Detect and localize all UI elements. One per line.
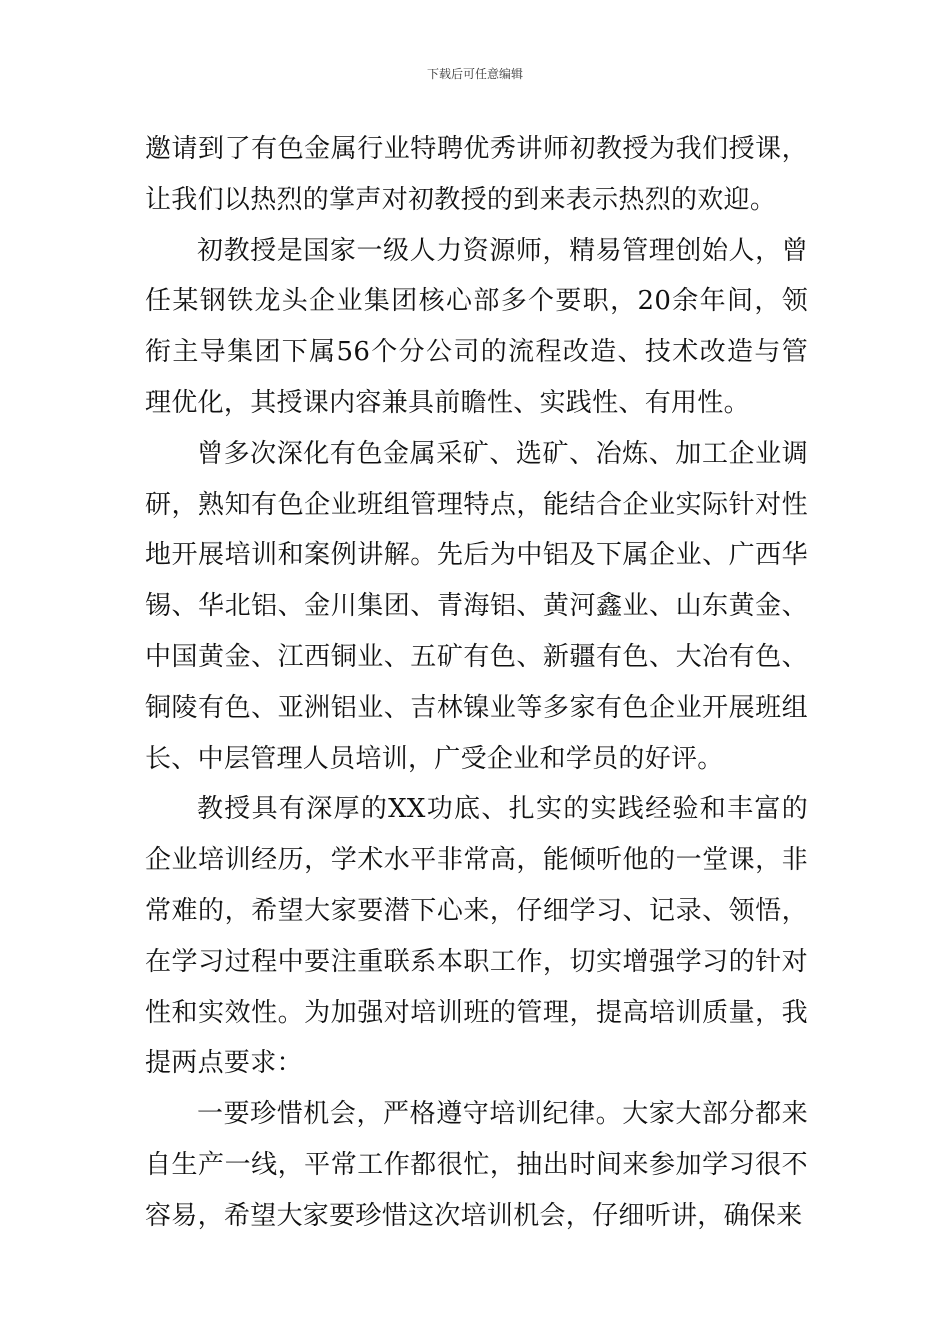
document-body	[145, 124, 808, 1242]
page-header: 下载后可任意编辑	[426, 67, 523, 81]
paragraph-professor-intro: 初教授是国家一级人力资源师，精易管理创始人，曾任某钢铁龙头企业集团核心部多个要职，20余年间，领衔主导集团下属56个分公司的流程改造、技术改造与管理优化，其授课内容兼具前瞻性、实践性、有用性。	[145, 235, 808, 418]
paragraph-expectations: 教授具有深厚的XX功底、扎实的实践经验和丰富的企业培训经历，学术水平非常高，能倾听他的一堂课，非常难的，希望大家要潜下心来，仔细学习、记录、领悟，在学习过程中要注重联系本职工作，切实增强学习的针对性和实效性。为加强对培训班的管理，提高培训质量，我提两点要求：	[145, 794, 808, 1079]
paragraph-continuation: 邀请到了有色金属行业特聘优秀讲师初教授为我们授课，让我们以热烈的掌声对初教授的到来表示热烈的欢迎。	[145, 134, 808, 215]
paragraph-requirement-one: 一要珍惜机会，严格遵守培训纪律。大家大部分都来自生产一线，平常工作都很忙，抽出时间来参加学习很不容易，希望大家要珍惜这次培训机会，仔细听讲，确保来	[145, 1099, 808, 1231]
paragraph-experience: 曾多次深化有色金属采矿、选矿、冶炼、加工企业调研，熟知有色企业班组管理特点，能结合企业实际针对性地开展培训和案例讲解。先后为中铝及下属企业、广西华锡、华北铝、金川集团、青海铝、黄河鑫业、山东黄金、中国黄金、江西铜业、五矿有色、新疆有色、大冶有色、铜陵有色、亚洲铝业、吉林镍业等多家有色企业开展班组长、中层管理人员培训，广受企业和学员的好评。	[145, 438, 808, 774]
